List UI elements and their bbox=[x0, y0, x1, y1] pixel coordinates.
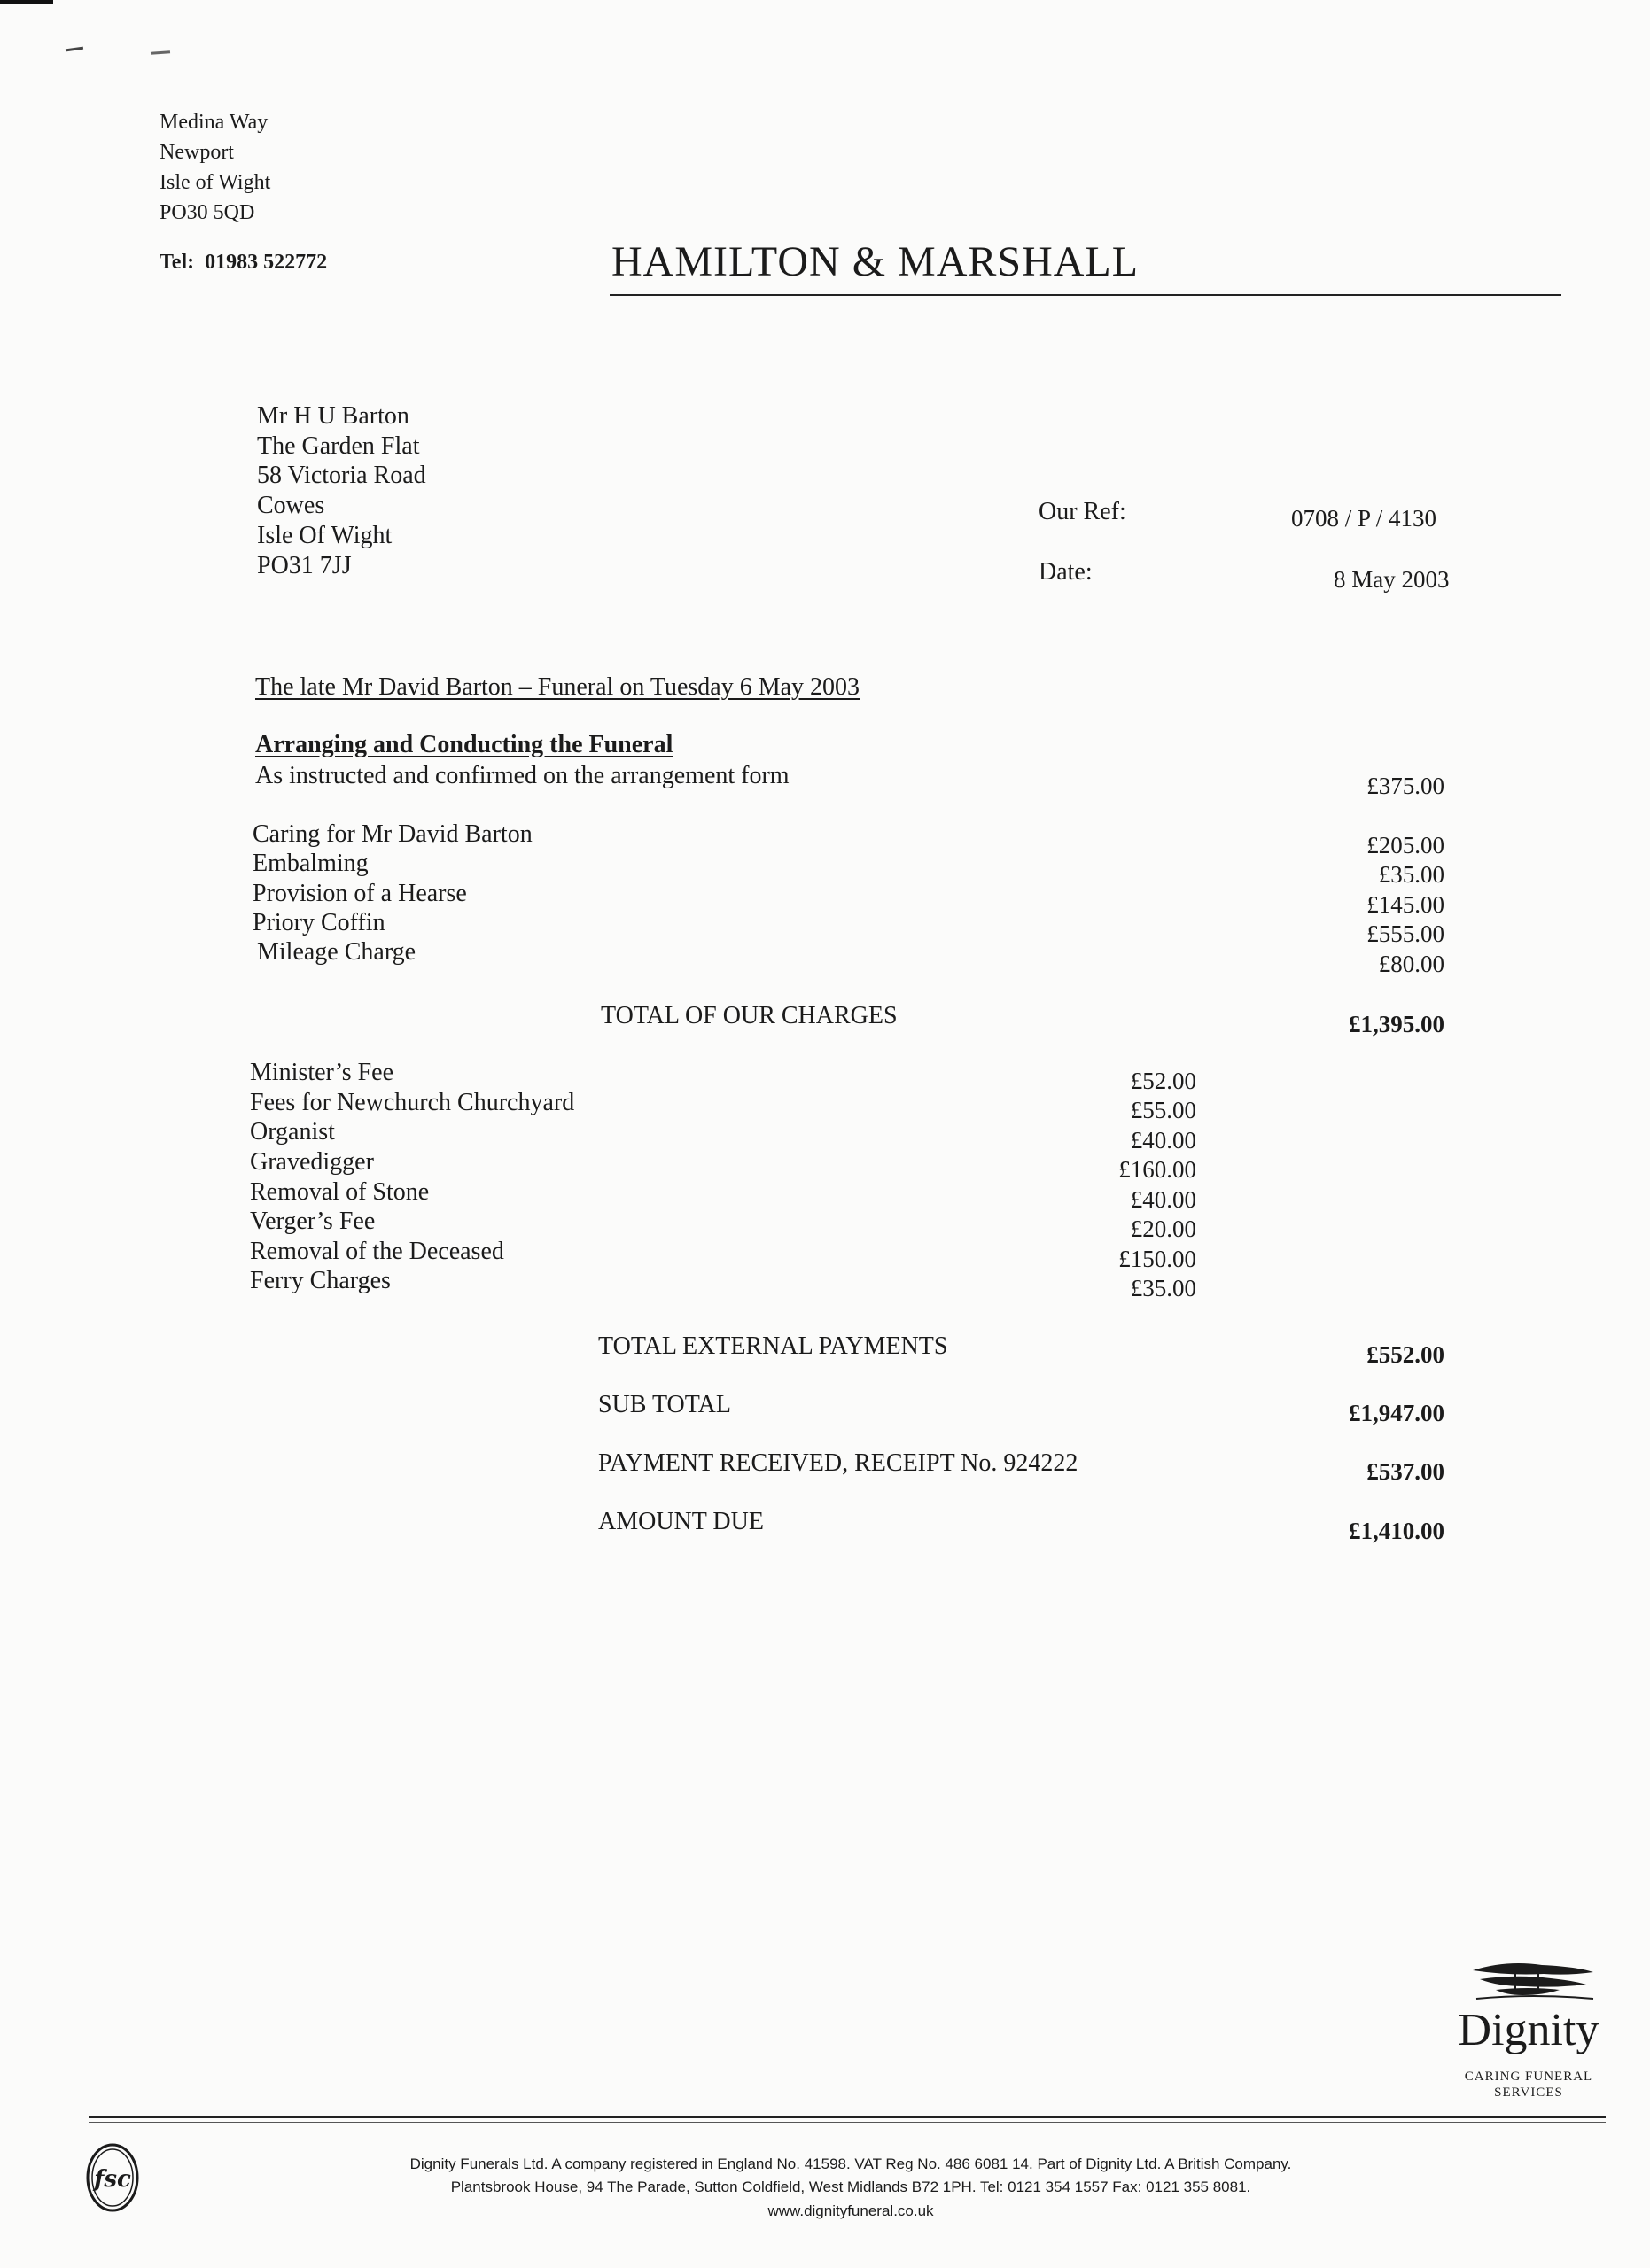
external-payment-label: Removal of Stone bbox=[250, 1178, 430, 1206]
sender-tel-number: 01983 522772 bbox=[205, 251, 328, 274]
sender-tel bbox=[160, 252, 327, 273]
footer-address-line: Plantsbrook House, 94 The Parade, Sutton Coldfield, West Midlands B72 1PH. Tel: 0121 354 1557 Fax: 0121 355 8081. bbox=[450, 2179, 1251, 2195]
charge-amount: £205.00 bbox=[1366, 832, 1444, 858]
charge-amount: £555.00 bbox=[1366, 920, 1444, 947]
section-subheading: As instructed and confirmed on the arrangement form bbox=[255, 762, 790, 789]
recipient-address-line: PO31 7JJ bbox=[257, 552, 352, 579]
total-amount: £1,947.00 bbox=[1349, 1400, 1444, 1426]
recipient-address-line: Cowes bbox=[257, 492, 325, 519]
external-payment-label: Removal of the Deceased bbox=[250, 1238, 504, 1265]
recipient-address-line: The Garden Flat bbox=[257, 432, 420, 460]
external-payment-label: Ferry Charges bbox=[250, 1267, 391, 1294]
recipient-address-line: Mr H U Barton bbox=[257, 402, 409, 430]
footer-company-line: Dignity Funerals Ltd. A company registered in England No. 41598. VAT Reg No. 486 6081 14. Part of Dignity Ltd. A British Company. bbox=[409, 2155, 1292, 2172]
total-amount: £537.00 bbox=[1366, 1458, 1444, 1485]
total-charges-label: TOTAL OF OUR CHARGES bbox=[601, 1002, 898, 1029]
sender-address-line: Isle of Wight bbox=[160, 171, 271, 194]
charge-label: Mileage Charge bbox=[257, 938, 416, 966]
footer-rule bbox=[89, 2122, 1606, 2123]
footer-website: www.dignityfuneral.co.uk bbox=[767, 2202, 934, 2219]
charge-label: Embalming bbox=[253, 850, 369, 877]
subject-line: The late Mr David Barton – Funeral on Tuesday 6 May 2003 bbox=[255, 673, 860, 701]
total-amount: £1,410.00 bbox=[1349, 1518, 1444, 1544]
section-heading: Arranging and Conducting the Funeral bbox=[255, 731, 673, 758]
fsc-monogram: fsc bbox=[94, 2166, 131, 2193]
company-name: HAMILTON & MARSHALL bbox=[611, 238, 1140, 285]
external-payment-amount: £35.00 bbox=[1130, 1275, 1196, 1301]
dignity-wordmark: Dignity bbox=[1458, 2005, 1599, 2055]
total-label: SUB TOTAL bbox=[598, 1391, 731, 1418]
recipient-address-line: Isle Of Wight bbox=[257, 522, 393, 549]
total-label: AMOUNT DUE bbox=[598, 1508, 764, 1535]
external-payment-label: Organist bbox=[250, 1118, 335, 1146]
fsc-seal-logo bbox=[85, 2142, 140, 2213]
scan-speck bbox=[151, 50, 170, 55]
scan-speck bbox=[66, 47, 83, 52]
total-amount: £552.00 bbox=[1366, 1341, 1444, 1368]
external-payment-amount: £55.00 bbox=[1130, 1097, 1196, 1123]
total-label: TOTAL EXTERNAL PAYMENTS bbox=[598, 1332, 948, 1360]
our-ref-value: 0708 / P / 4130 bbox=[1291, 505, 1437, 532]
external-payment-amount: £40.00 bbox=[1130, 1127, 1196, 1153]
external-payment-label: Verger’s Fee bbox=[250, 1208, 376, 1235]
sender-address-line: PO30 5QD bbox=[160, 201, 255, 224]
dignity-tagline: CARING FUNERAL bbox=[1464, 2070, 1593, 2084]
total-label: PAYMENT RECEIVED, RECEIPT No. 924222 bbox=[598, 1449, 1078, 1477]
footer-rule bbox=[89, 2116, 1606, 2118]
external-payment-label: Gravedigger bbox=[250, 1148, 374, 1176]
external-payment-amount: £20.00 bbox=[1130, 1216, 1196, 1242]
charge-label: Caring for Mr David Barton bbox=[253, 820, 533, 848]
date-value: 8 May 2003 bbox=[1334, 566, 1450, 593]
charge-amount: £145.00 bbox=[1366, 891, 1444, 918]
sender-address-line: Newport bbox=[160, 141, 234, 164]
charge-label: Provision of a Hearse bbox=[253, 880, 467, 907]
charge-amount: £35.00 bbox=[1378, 861, 1444, 888]
external-payment-amount: £150.00 bbox=[1118, 1246, 1196, 1272]
external-payment-label: Minister’s Fee bbox=[250, 1059, 394, 1086]
external-payment-amount: £40.00 bbox=[1130, 1186, 1196, 1213]
scan-mark bbox=[0, 0, 53, 4]
company-rule bbox=[610, 294, 1561, 296]
section-amount: £375.00 bbox=[1366, 773, 1444, 799]
external-payment-amount: £160.00 bbox=[1118, 1156, 1196, 1183]
sender-tel-label: Tel: bbox=[160, 251, 195, 274]
date-label: Date: bbox=[1039, 558, 1093, 586]
charge-label: Priory Coffin bbox=[253, 909, 385, 936]
external-payment-label: Fees for Newchurch Churchyard bbox=[250, 1089, 575, 1116]
our-ref-label: Our Ref: bbox=[1039, 498, 1126, 525]
total-charges-amount: £1,395.00 bbox=[1349, 1011, 1444, 1037]
charge-amount: £80.00 bbox=[1378, 951, 1444, 977]
recipient-address-line: 58 Victoria Road bbox=[257, 462, 426, 489]
external-payment-amount: £52.00 bbox=[1130, 1068, 1196, 1094]
dignity-tagline: SERVICES bbox=[1494, 2085, 1563, 2100]
sender-address-line: Medina Way bbox=[160, 111, 269, 134]
